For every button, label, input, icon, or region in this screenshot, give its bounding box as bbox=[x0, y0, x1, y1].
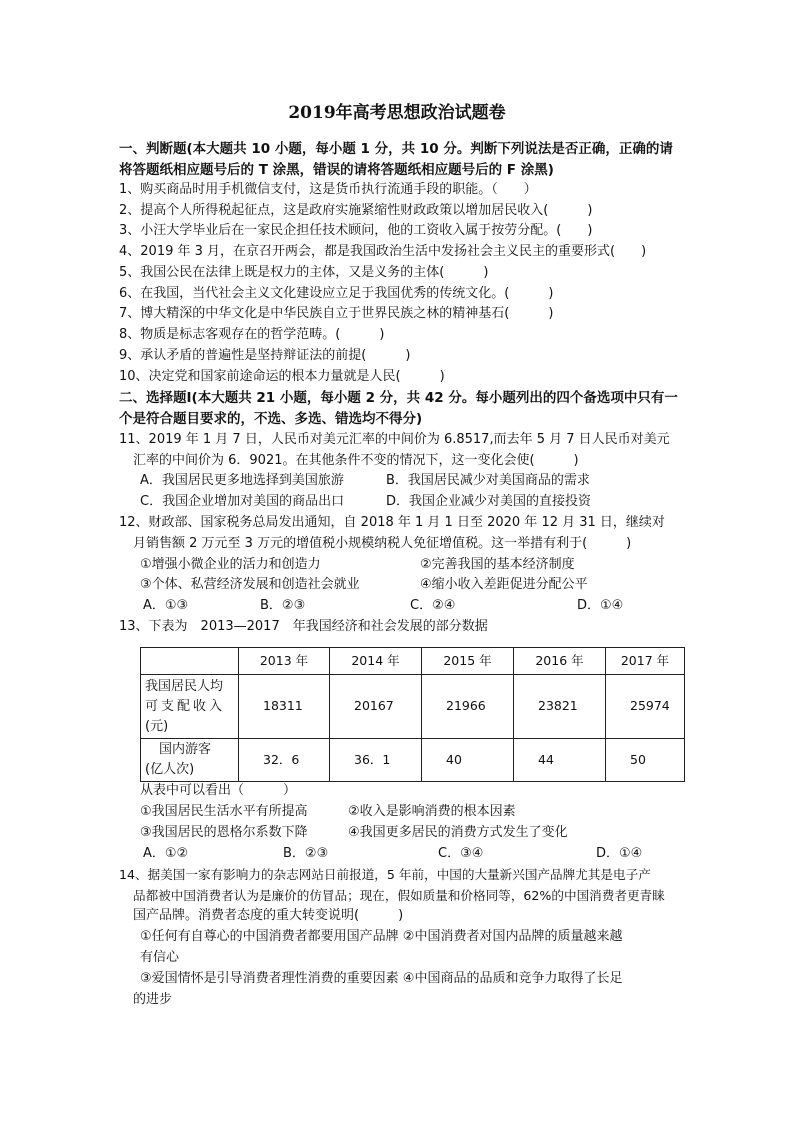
judgment-item-9: 9、承认矛盾的普遍性是坚持辩证法的前提( ) bbox=[119, 348, 411, 363]
judgment-item-10: 10、决定党和国家前途命运的根本力量就是人民( ) bbox=[119, 369, 445, 384]
q12-option-c: C．②④ bbox=[410, 598, 456, 613]
q13-stem: 13、下表为 2013—2017 年我国经济和社会发展的部分数据 bbox=[119, 619, 488, 634]
q11-option-b: B．我国居民减少对美国商品的需求 bbox=[386, 473, 590, 488]
q12-option-d: D．①④ bbox=[577, 598, 624, 613]
q14-statement-3-4-line2: 的进步 bbox=[133, 992, 173, 1007]
q11-stem-line1: 11、2019 年 1 月 7 日，人民币对美元汇率的中间价为 6.8517,而去年 5 月 7 日人民币对美元 bbox=[119, 432, 670, 447]
q13-statement-1: ①我国居民生活水平有所提高 bbox=[140, 804, 308, 819]
table-row-label bbox=[141, 739, 239, 782]
row-label-line: 国内游客 bbox=[159, 742, 212, 757]
q14-statement-3-4-line1: ③爱国情怀是引导消费者理性消费的重要因素 ④中国商品的品质和竞争力取得了长足 bbox=[140, 971, 623, 986]
section1-heading bbox=[119, 139, 684, 181]
page-title: 2019年高考思想政治试题卷 bbox=[288, 103, 506, 123]
table-header-cell bbox=[141, 648, 239, 675]
table-header-cell: 2017 年 bbox=[606, 648, 685, 675]
q11-option-c: C．我国企业增加对美国的商品出口 bbox=[140, 494, 345, 509]
q12-statement-1: ①增强小微企业的活力和创造力 bbox=[140, 557, 321, 572]
table-header-cell: 2013 年 bbox=[239, 648, 330, 675]
table-row bbox=[141, 675, 685, 739]
q11-option-a: A．我国居民更多地选择到美国旅游 bbox=[140, 473, 344, 488]
q12-statement-2: ②完善我国的基本经济制度 bbox=[420, 557, 575, 572]
q11-stem-line2: 汇率的中间价为 6．9021。在其他条件不变的情况下，这一变化会使( ) bbox=[133, 453, 579, 468]
row-label-line: (亿人次) bbox=[145, 762, 195, 777]
table-cell: 36．1 bbox=[330, 739, 422, 782]
table-cell: 44 bbox=[514, 739, 606, 782]
row-label-line: 我国居民人均 bbox=[145, 678, 224, 694]
row-label-line: (元) bbox=[145, 718, 169, 734]
judgment-item-4: 4、2019 年 3 月，在京召开两会，都是我国政治生活中发扬社会主义民主的重要形式( ) bbox=[119, 244, 647, 259]
section1-heading-line2: 将答题纸相应题号后的 T 涂黑，错误的请将答题纸相应题号后的 F 涂黑) bbox=[119, 162, 554, 178]
table-cell: 20167 bbox=[330, 675, 422, 739]
section2-heading-line2: 个是符合题目要求的，不选、多选、错选均不得分) bbox=[119, 411, 423, 427]
table-header-cell: 2016 年 bbox=[514, 648, 606, 675]
table-header-cell: 2015 年 bbox=[422, 648, 514, 675]
table-cell: 32．6 bbox=[239, 739, 330, 782]
judgment-item-1: 1、购买商品时用手机微信支付，这是货币执行流通手段的职能。（ ） bbox=[119, 182, 537, 197]
q14-stem-line3: 国产品牌。消费者态度的重大转变说明( ) bbox=[133, 908, 404, 923]
q11-option-d: D．我国企业减少对美国的直接投资 bbox=[386, 494, 592, 509]
q12-statement-3: ③个体、私营经济发展和创造社会就业 bbox=[140, 577, 360, 592]
table-cell: 23821 bbox=[514, 675, 606, 739]
table-cell: 18311 bbox=[239, 675, 330, 739]
q12-statement-4: ④缩小收入差距促进分配公平 bbox=[420, 577, 588, 592]
q14-statement-1-2-line2: 有信心 bbox=[140, 950, 180, 965]
q13-option-b: B．②③ bbox=[283, 846, 329, 861]
q13-option-a: A．①② bbox=[143, 846, 189, 861]
judgment-item-3: 3、小汪大学毕业后在一家民企担任技术顾问，他的工资收入属于按劳分配。( ) bbox=[119, 223, 593, 238]
section2-heading bbox=[119, 388, 684, 430]
judgment-item-6: 6、在我国，当代社会主义文化建设应立足于我国优秀的传统文化。( ) bbox=[119, 286, 554, 301]
table-header-row bbox=[141, 648, 685, 675]
table-row-label bbox=[141, 675, 239, 739]
q13-statement-3: ③我国居民的恩格尔系数下降 bbox=[140, 825, 308, 840]
judgment-item-7: 7、博大精深的中华文化是中华民族自立于世界民族之林的精神基石( ) bbox=[119, 306, 554, 321]
judgment-item-5: 5、我国公民在法律上既是权力的主体，又是义务的主体( ) bbox=[119, 265, 489, 280]
q12-option-b: B．②③ bbox=[260, 598, 306, 613]
section1-heading-line1: 一、判断题(本大题共 10 小题，每小题 1 分，共 10 分。判断下列说法是否正确，正确的请 bbox=[119, 141, 673, 157]
q14-stem-line1: 14、据美国一家有影响力的杂志网站日前报道，5 年前，中国的大量新兴国产品牌尤其是电子产 bbox=[119, 867, 651, 882]
judgment-item-8: 8、物质是标志客观存在的哲学范畴。( ) bbox=[119, 327, 385, 342]
q13-option-c: C．③④ bbox=[438, 846, 484, 861]
table-cell: 21966 bbox=[422, 675, 514, 739]
row-label-line: 可支配收入 bbox=[145, 698, 226, 714]
q12-stem-line1: 12、财政部、国家税务总局发出通知，自 2018 年 1 月 1 日至 2020 年 12 月 31 日，继续对 bbox=[119, 515, 665, 530]
table-cell: 25974 bbox=[606, 675, 685, 739]
table-cell: 50 bbox=[606, 739, 685, 782]
q13-statement-4: ④我国更多居民的消费方式发生了变化 bbox=[348, 825, 568, 840]
q13-statement-2: ②收入是影响消费的根本因素 bbox=[348, 804, 516, 819]
section2-heading-line1: 二、选择题Ⅰ(本大题共 21 小题，每小题 2 分，共 42 分。每小题列出的四个备选项中只有一 bbox=[119, 390, 678, 406]
q14-stem-line2: 品都被中国消费者认为是廉价的仿冒品；现在，假如质量和价格同等，62%的中国消费者更青睐 bbox=[133, 888, 665, 903]
table-header-cell: 2014 年 bbox=[330, 648, 422, 675]
table-row bbox=[141, 739, 685, 782]
q13-data-table bbox=[140, 647, 685, 782]
judgment-item-2: 2、提高个人所得税起征点，这是政府实施紧缩性财政政策以增加居民收入( ) bbox=[119, 203, 593, 218]
q13-option-d: D．①④ bbox=[596, 846, 643, 861]
q12-option-a: A．①③ bbox=[143, 598, 189, 613]
table-cell: 40 bbox=[422, 739, 514, 782]
q12-stem-line2: 月销售额 2 万元至 3 万元的增值税小规模纳税人免征增值税。这一举措有利于( ) bbox=[133, 536, 632, 551]
q13-after: 从表中可以看出（ ） bbox=[140, 783, 297, 798]
q14-statement-1-2-line1: ①任何有自尊心的中国消费者都要用国产品牌 ②中国消费者对国内品牌的质量越来越 bbox=[140, 929, 623, 944]
